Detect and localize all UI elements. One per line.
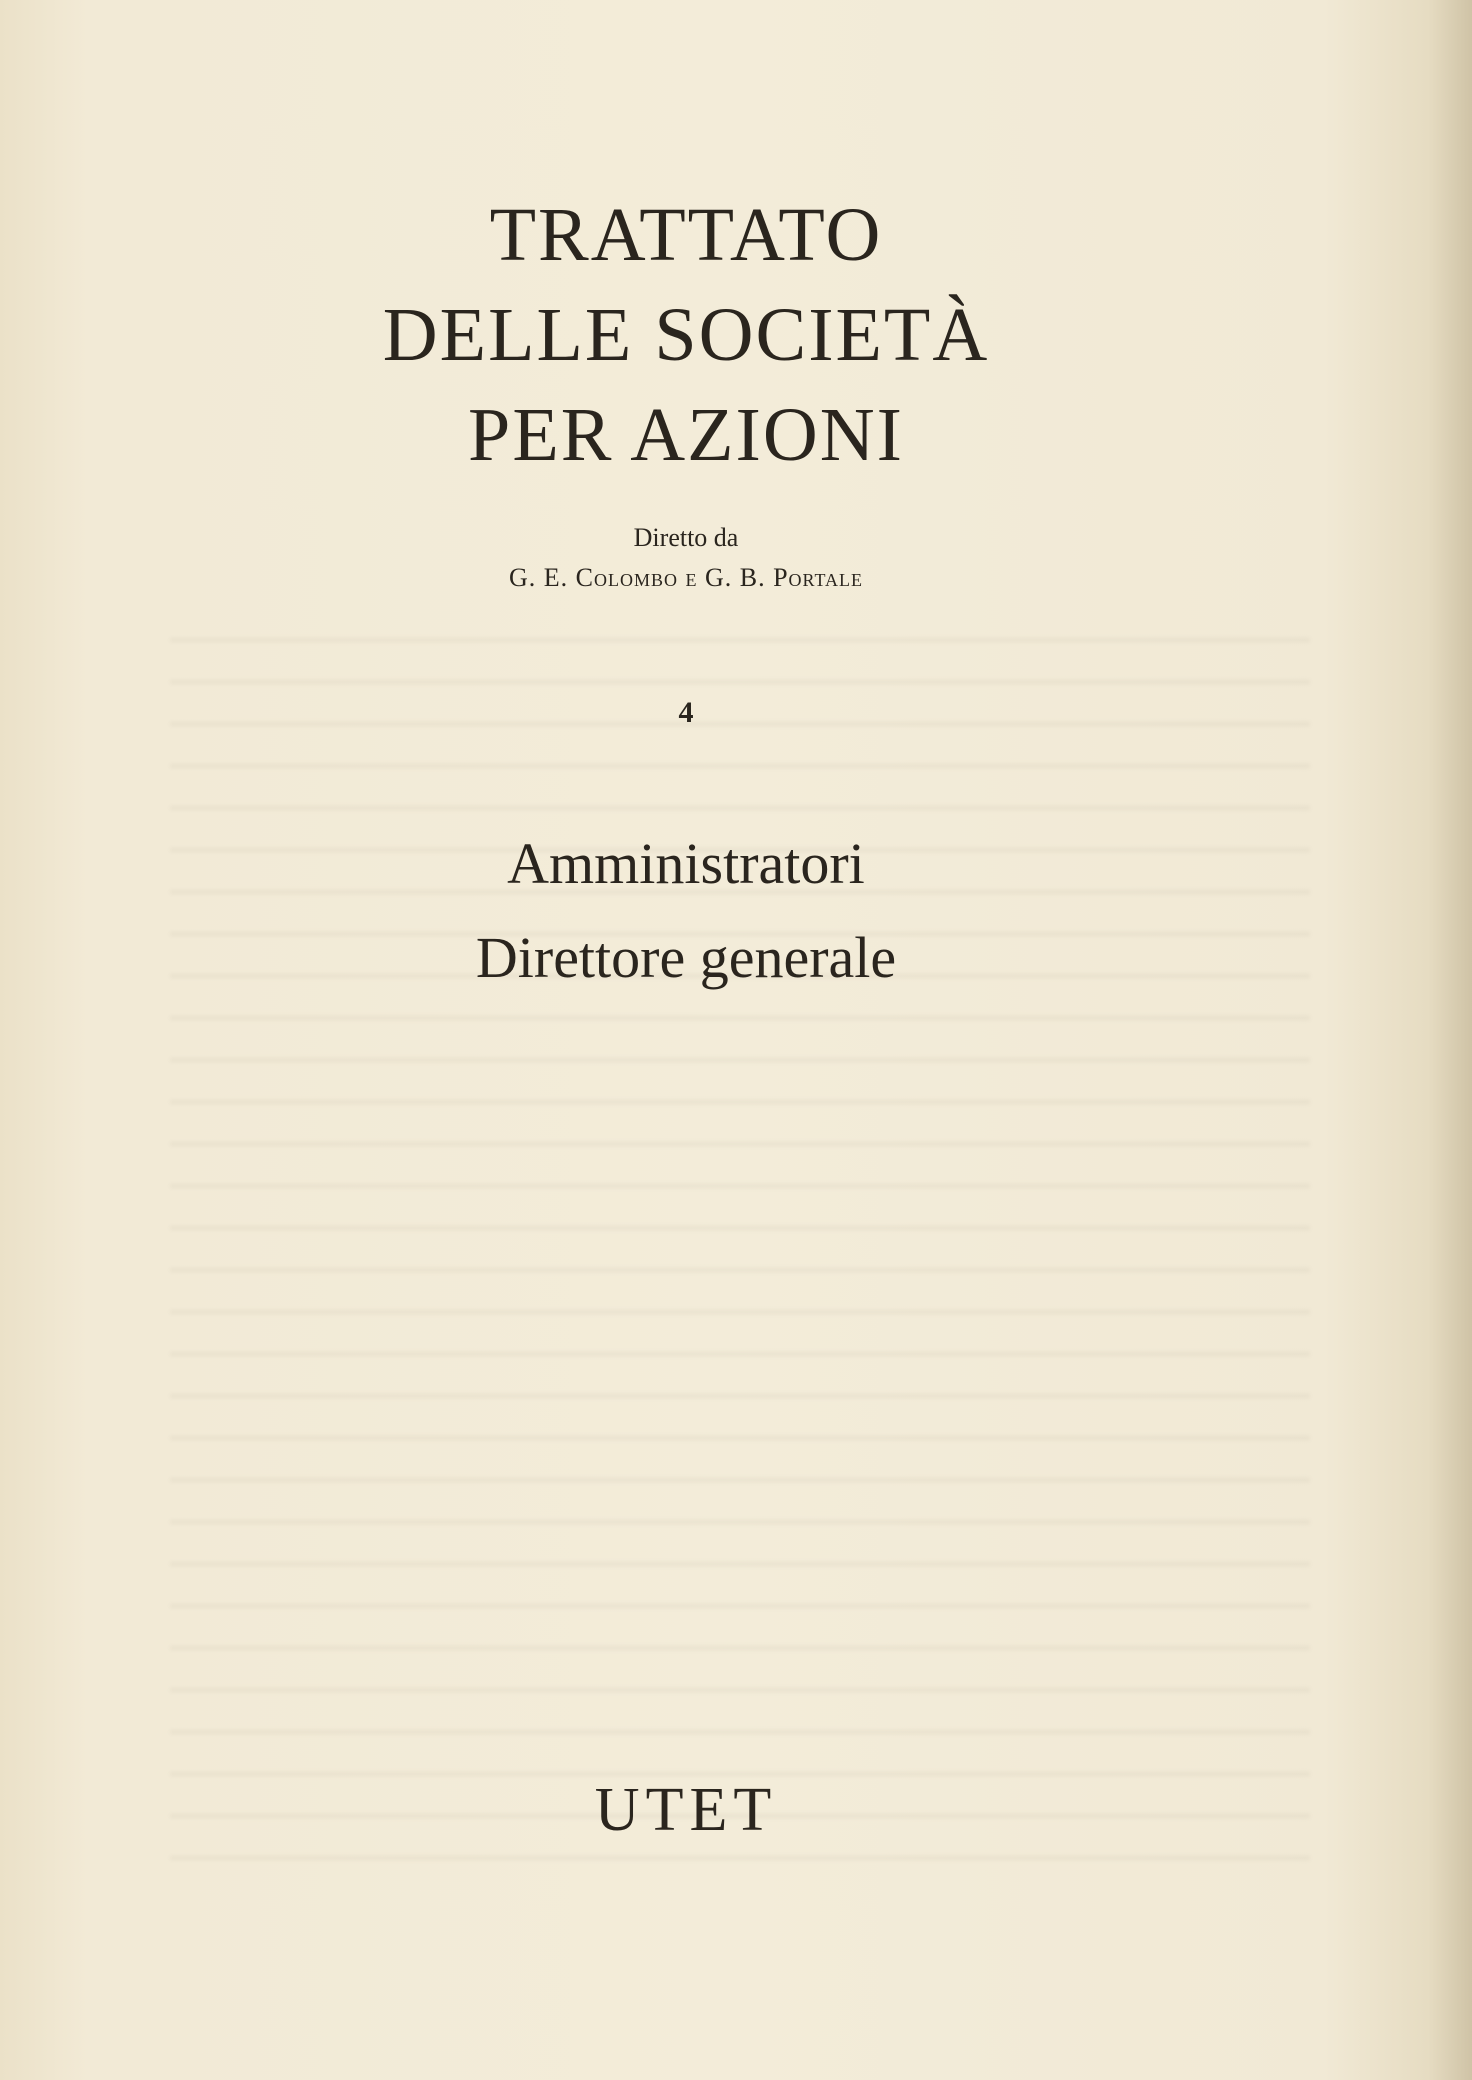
show-through-text xyxy=(170,600,1310,1860)
book-title-line-1: TRATTATO xyxy=(489,193,883,277)
volume-subtitle xyxy=(0,817,1372,1005)
book-title-line-3: PER AZIONI xyxy=(468,393,904,477)
editors: G. E. Colombo e G. B. Portale xyxy=(508,563,864,592)
book-title xyxy=(0,185,1372,485)
volume-subtitle-line-2: Direttore generale xyxy=(475,925,897,990)
directed-by-label: Diretto da xyxy=(633,523,739,552)
volume-number: 4 xyxy=(678,696,694,729)
volume-subtitle-line-1: Amministratori xyxy=(507,831,865,896)
book-title-line-2: DELLE SOCIETÀ xyxy=(382,293,990,377)
publisher: UTET xyxy=(594,1776,778,1844)
